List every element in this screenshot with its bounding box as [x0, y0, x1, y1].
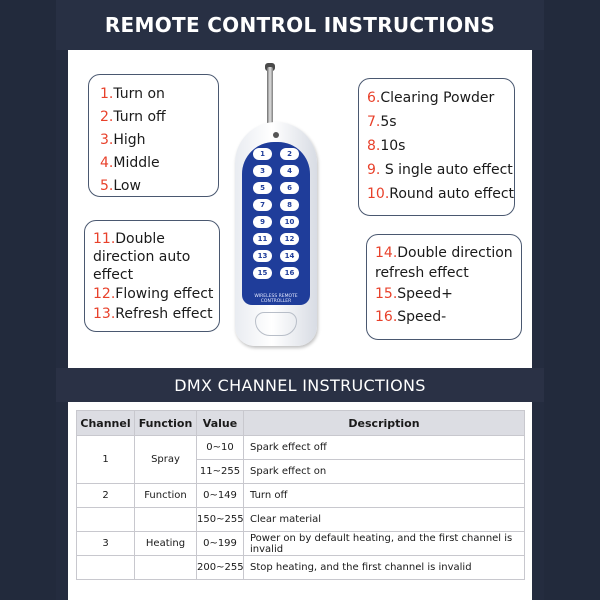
item-11-line-3: effect: [93, 267, 134, 283]
item-text: Clearing Powder: [380, 90, 495, 106]
remote-key: 8: [280, 199, 299, 211]
item-number: 14.: [375, 245, 398, 261]
item-14: [375, 243, 521, 263]
header-channel: Channel: [77, 411, 135, 436]
cell-description: Stop heating, and the first channel is invalid: [244, 556, 525, 580]
item-1: [100, 83, 218, 106]
remote-key: 9: [253, 216, 272, 228]
item-number: 10.: [367, 186, 390, 202]
remote-label-line-2: CONTROLLER: [260, 299, 292, 304]
item-text: High: [113, 132, 146, 148]
item-text: Low: [113, 178, 141, 194]
cell-channel: 3: [77, 532, 135, 556]
table-header-row: [77, 411, 525, 436]
cell-value: 150~255: [197, 508, 244, 532]
item-number: 9.: [367, 162, 385, 178]
remote-key: 13: [253, 250, 272, 262]
item-10: [367, 183, 514, 206]
header-description: Description: [244, 411, 525, 436]
item-text: Turn on: [113, 86, 165, 102]
remote-key: 7: [253, 199, 272, 211]
remote-key: 5: [253, 182, 272, 194]
cell-value: 11~255: [197, 460, 244, 484]
cell-function: Function: [135, 484, 197, 508]
remote-key: 3: [253, 165, 272, 177]
item-7: [367, 111, 514, 134]
remote-lanyard-loop: [255, 312, 297, 336]
cell-value: 200~255: [197, 556, 244, 580]
header-value: Value: [197, 411, 244, 436]
item-number: 1.: [100, 86, 114, 102]
item-text: Turn off: [113, 109, 166, 125]
item-9: [367, 159, 514, 182]
cell-channel: 1: [77, 436, 135, 484]
cell-value: 0~149: [197, 484, 244, 508]
item-number: 2.: [100, 109, 114, 125]
instruction-sheet: [56, 0, 544, 600]
cell-function: Heating: [135, 532, 197, 556]
remote-key: 6: [280, 182, 299, 194]
item-text: Double direction: [397, 245, 513, 261]
remote-key: 1: [253, 148, 272, 160]
box-items-6-10: [358, 78, 515, 216]
item-text: Round auto effect: [389, 186, 515, 202]
remote-key: 15: [253, 267, 272, 279]
item-text: S ingle auto effect: [384, 162, 513, 178]
item-3: [100, 129, 218, 152]
item-15: [375, 283, 521, 305]
cell-description: Clear material: [244, 508, 525, 532]
box-items-1-5: [88, 74, 219, 197]
cell-value: 0~199: [197, 532, 244, 556]
cell-channel-empty: [77, 556, 135, 580]
remote-key: 11: [253, 233, 272, 245]
item-number: 6.: [367, 90, 381, 106]
item-11: [93, 230, 219, 248]
item-text: Flowing effect: [115, 286, 214, 302]
table-row: [77, 484, 525, 508]
remote-key: 2: [280, 148, 299, 160]
remote-antenna: [267, 67, 273, 127]
remote-key: 4: [280, 165, 299, 177]
item-6: [367, 87, 514, 110]
remote-key: 16: [280, 267, 299, 279]
item-5: [100, 175, 218, 198]
remote-keypad: [242, 142, 310, 305]
table-row: [77, 436, 525, 460]
item-number: 12.: [93, 286, 116, 302]
item-4: [100, 152, 218, 175]
remote-key: 12: [280, 233, 299, 245]
item-text: Refresh effect: [115, 306, 213, 322]
item-16: [375, 305, 521, 329]
dmx-table: [76, 410, 525, 580]
cell-function-empty: [135, 508, 197, 532]
cell-function: Spray: [135, 436, 197, 484]
remote-label-line-1: WIRELESS REMOTE: [254, 294, 298, 299]
item-number: 13.: [93, 306, 116, 322]
cell-function-empty: [135, 556, 197, 580]
box-items-11-13: [84, 220, 220, 332]
remote-control-image: [235, 122, 317, 346]
cell-description: Spark effect on: [244, 460, 525, 484]
item-number: 5.: [100, 178, 114, 194]
item-14-line-2: refresh effect: [375, 265, 469, 281]
item-number: 8.: [367, 138, 381, 154]
table-row: [77, 556, 525, 580]
item-number: 4.: [100, 155, 114, 171]
item-number: 7.: [367, 114, 381, 130]
item-13: [93, 304, 219, 324]
page-title: REMOTE CONTROL INSTRUCTIONS: [56, 0, 544, 50]
item-text: Middle: [113, 155, 160, 171]
cell-description: Spark effect off: [244, 436, 525, 460]
item-text: 5s: [380, 114, 397, 130]
remote-key: 10: [280, 216, 299, 228]
item-number: 3.: [100, 132, 114, 148]
item-2: [100, 106, 218, 129]
item-8: [367, 135, 514, 158]
cell-value: 0~10: [197, 436, 244, 460]
item-text: Speed+: [397, 286, 453, 302]
cell-channel-empty: [77, 508, 135, 532]
header-function: Function: [135, 411, 197, 436]
item-number: 11.: [93, 231, 116, 247]
item-text: Speed-: [397, 309, 447, 325]
item-11-line-2: direction auto: [93, 249, 191, 265]
item-text: 10s: [380, 138, 406, 154]
item-12: [93, 284, 219, 304]
item-number: 15.: [375, 286, 398, 302]
dmx-title: DMX CHANNEL INSTRUCTIONS: [56, 368, 544, 402]
box-items-14-16: [366, 234, 522, 340]
remote-led: [273, 132, 279, 138]
remote-label: [242, 294, 310, 304]
remote-panel: [68, 50, 532, 368]
table-row: [77, 508, 525, 532]
dmx-panel: [68, 402, 532, 600]
remote-key: 14: [280, 250, 299, 262]
item-text: Double: [115, 231, 165, 247]
cell-description: Turn off: [244, 484, 525, 508]
cell-channel: 2: [77, 484, 135, 508]
cell-description: Power on by default heating, and the first channel is invalid: [244, 532, 525, 556]
table-row: [77, 532, 525, 556]
item-number: 16.: [375, 309, 398, 325]
